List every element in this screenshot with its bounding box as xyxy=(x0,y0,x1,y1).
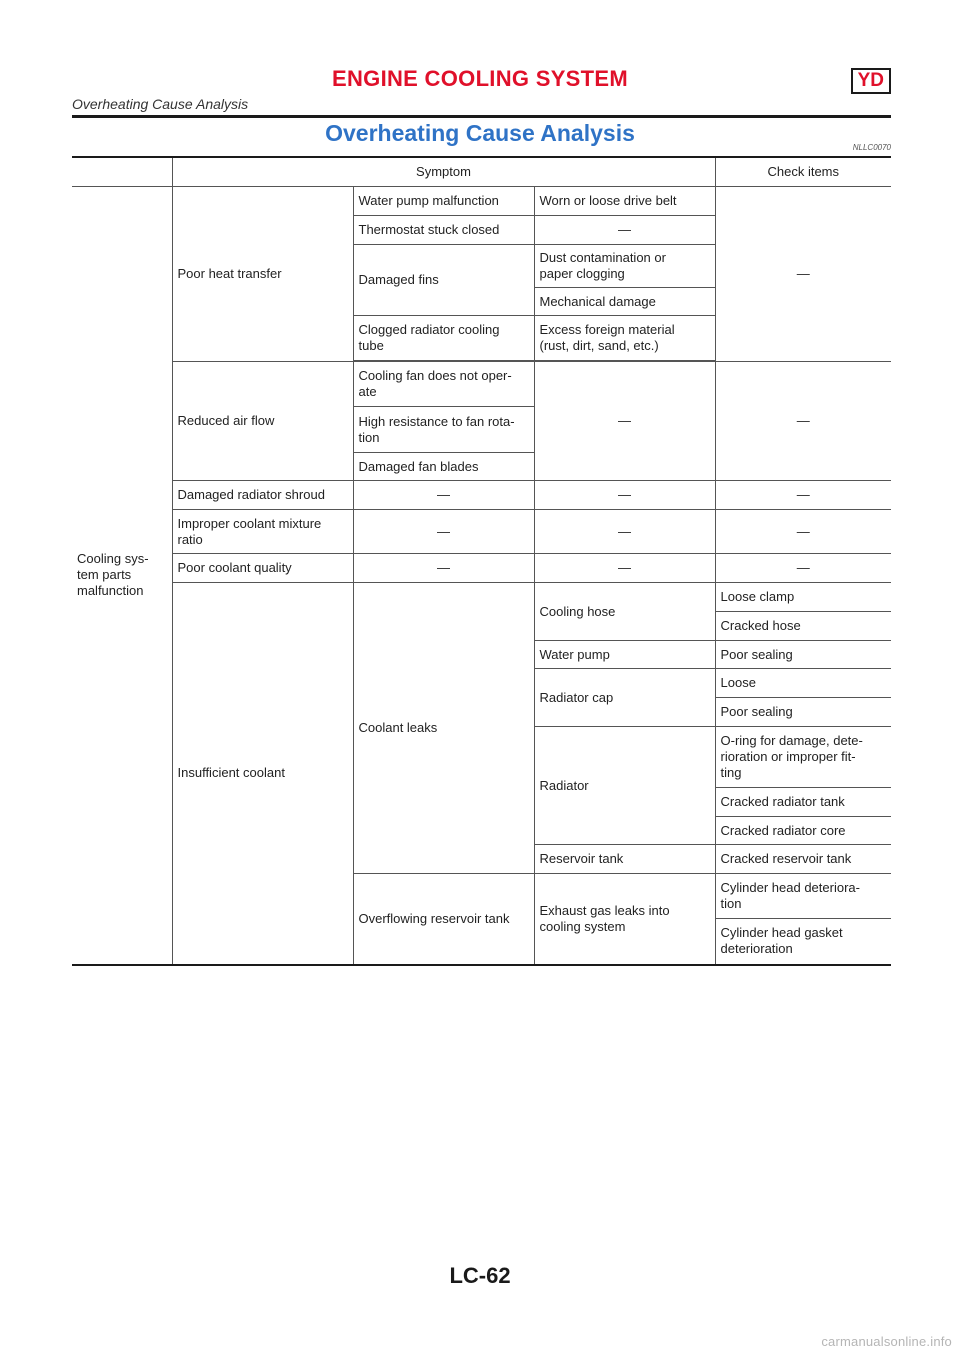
check-item-cell: Poor sealing xyxy=(715,641,891,669)
cause-cell: Overflowing reservoir tank xyxy=(353,874,534,965)
check-cell: Dust contamination or paper clogging xyxy=(534,245,715,288)
check-item-cell: Cracked radiator core xyxy=(715,817,891,845)
check-item-cell: — xyxy=(715,510,891,554)
check-cell: — xyxy=(534,481,715,510)
symptom-cell: Poor heat transfer xyxy=(172,187,353,362)
cause-cell: — xyxy=(353,554,534,583)
symptom-cell: Improper coolant mixture ratio xyxy=(172,510,353,554)
check-cell: — xyxy=(534,362,715,481)
check-cell: Exhaust gas leaks into cooling system xyxy=(534,874,715,965)
check-cell: — xyxy=(534,510,715,554)
table-row xyxy=(72,481,891,510)
cause-cell: Damaged fan blades xyxy=(353,453,534,481)
engine-badge: YD xyxy=(851,68,891,94)
page-title: Overheating Cause Analysis xyxy=(325,120,635,146)
check-cell: Excess foreign material (rust, dirt, sand, etc.) xyxy=(534,316,715,361)
check-item-cell: O-ring for damage, dete- rioration or improper fit- ting xyxy=(715,727,891,788)
check-item-cell: — xyxy=(715,554,891,583)
check-cell: — xyxy=(534,216,715,245)
cause-cell: Water pump malfunction xyxy=(353,187,534,216)
table-row xyxy=(72,362,891,407)
symptom-cell: Insufficient coolant xyxy=(172,583,353,965)
chapter-title: ENGINE COOLING SYSTEM xyxy=(332,66,628,91)
cause-cell: High resistance to fan rota- tion xyxy=(353,407,534,453)
category-cell: Cooling sys- tem parts malfunction xyxy=(72,187,172,965)
check-cell: Mechanical damage xyxy=(534,288,715,316)
header-rule xyxy=(72,115,891,118)
table-row xyxy=(72,583,891,612)
symptom-cell: Damaged radiator shroud xyxy=(172,481,353,510)
check-item-cell: Cylinder head deteriora- tion xyxy=(715,874,891,919)
check-cell: Reservoir tank xyxy=(534,845,715,874)
cause-cell: Damaged fins xyxy=(353,245,534,316)
table-row xyxy=(72,187,891,216)
symptom-cell: Reduced air flow xyxy=(172,362,353,481)
check-item-cell: Cracked hose xyxy=(715,612,891,641)
check-item-cell: Loose clamp xyxy=(715,583,891,612)
cause-cell: Clogged radiator cooling tube xyxy=(353,316,534,361)
symptom-cell: Poor coolant quality xyxy=(172,554,353,583)
check-cell: Radiator cap xyxy=(534,669,715,727)
cause-cell: Cooling fan does not oper- ate xyxy=(353,362,534,407)
cause-cell: — xyxy=(353,481,534,510)
check-item-cell: — xyxy=(715,187,891,362)
cause-cell: — xyxy=(353,510,534,554)
check-cell: Water pump xyxy=(534,641,715,669)
blank-header-cell xyxy=(72,157,172,187)
cause-cell: Thermostat stuck closed xyxy=(353,216,534,245)
check-item-cell: — xyxy=(715,362,891,481)
check-item-cell: — xyxy=(715,481,891,510)
check-item-cell: Cylinder head gasket deterioration xyxy=(715,919,891,965)
page-number: LC-62 xyxy=(449,1263,511,1288)
table-row xyxy=(72,554,891,583)
check-item-cell: Cracked reservoir tank xyxy=(715,845,891,874)
reference-code: NLLC0070 xyxy=(852,143,891,152)
watermark: carmanualsonline.info xyxy=(821,1334,952,1349)
check-item-cell: Cracked radiator tank xyxy=(715,788,891,817)
check-cell: — xyxy=(534,554,715,583)
symptom-header: Symptom xyxy=(172,157,715,187)
check-cell: Worn or loose drive belt xyxy=(534,187,715,216)
check-item-cell: Loose xyxy=(715,669,891,698)
check-item-cell: Poor sealing xyxy=(715,698,891,727)
table-row xyxy=(72,510,891,554)
cause-analysis-table xyxy=(72,156,891,966)
check-cell: Cooling hose xyxy=(534,583,715,641)
section-subtitle: Overheating Cause Analysis xyxy=(72,96,249,112)
check-items-header: Check items xyxy=(715,157,891,187)
table-header-row xyxy=(72,157,891,187)
check-cell: Radiator xyxy=(534,727,715,845)
cause-cell: Coolant leaks xyxy=(353,583,534,874)
